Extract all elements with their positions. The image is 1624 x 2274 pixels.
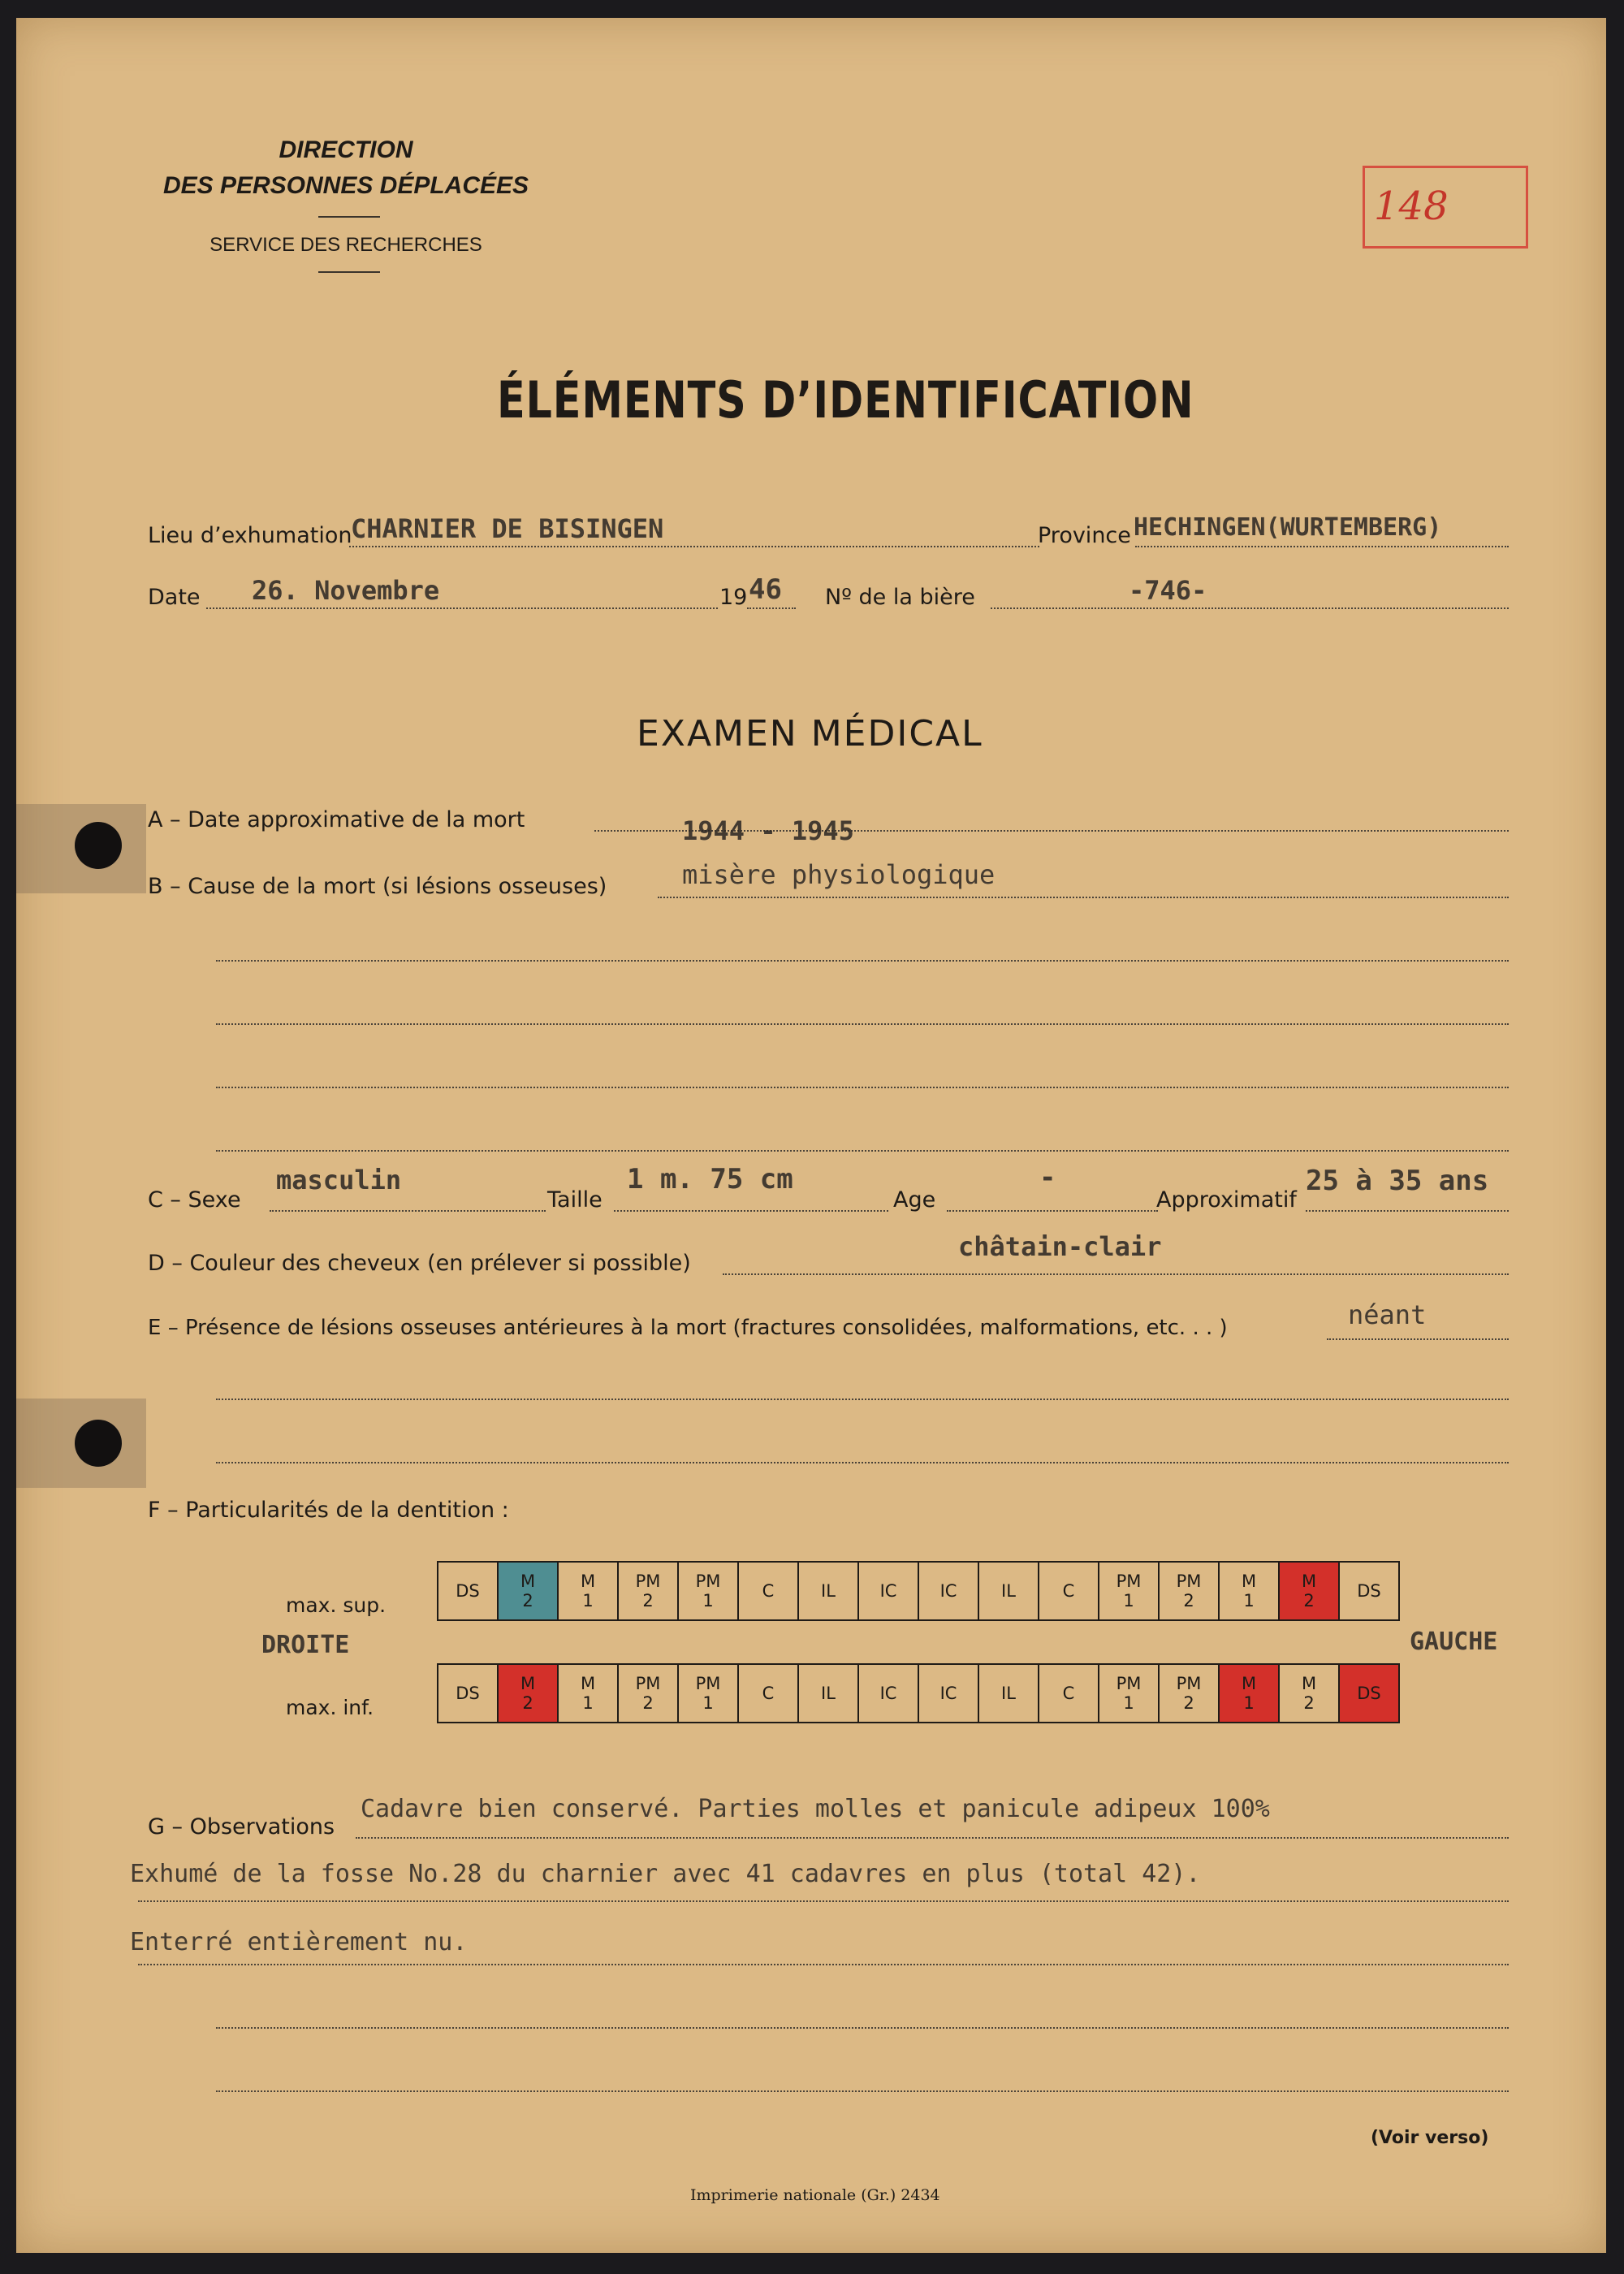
upper-tooth-8: IC xyxy=(858,1562,918,1620)
section-g-line2: Exhumé de la fosse No.28 du charnier avec 41 cadavres en plus (total 42). xyxy=(130,1860,1201,1888)
lower-tooth-11: C xyxy=(1039,1664,1099,1723)
printer-credit: Imprimerie nationale (Gr.) 2434 xyxy=(690,2186,940,2204)
punch-hole-bottom xyxy=(75,1420,122,1467)
section-e-dotline xyxy=(1327,1338,1509,1340)
section-g-line5 xyxy=(216,2090,1509,2092)
lower-tooth-3: M 1 xyxy=(558,1664,618,1723)
section-g-line1: Cadavre bien conservé. Parties molles et panicule adipeux 100% xyxy=(361,1795,1270,1823)
section-b-line3 xyxy=(216,1023,1509,1025)
droite-label: DROITE xyxy=(261,1631,350,1659)
age-dotline xyxy=(947,1210,1158,1212)
upper-tooth-14: M 1 xyxy=(1219,1562,1279,1620)
section-g-label: G – Observations xyxy=(148,1814,335,1840)
section-b-line4 xyxy=(216,1087,1509,1088)
lower-tooth-9: IC xyxy=(918,1664,978,1723)
exam-title: EXAMEN MÉDICAL xyxy=(637,713,983,754)
voir-verso: (Voir verso) xyxy=(1371,2128,1489,2148)
section-g-dotline3 xyxy=(138,1964,1509,1965)
section-f-label: F – Particularités de la dentition : xyxy=(148,1498,509,1523)
section-c-label: C – Sexe xyxy=(148,1187,241,1213)
upper-tooth-12: PM 1 xyxy=(1099,1562,1159,1620)
upper-tooth-6: C xyxy=(738,1562,798,1620)
lieu-dotline xyxy=(349,546,1039,547)
lower-tooth-15: M 2 xyxy=(1279,1664,1339,1723)
upper-tooth-2: M 2 xyxy=(498,1562,558,1620)
approx-dotline xyxy=(1306,1210,1509,1212)
lower-tooth-6: C xyxy=(738,1664,798,1723)
upper-tooth-3: M 1 xyxy=(558,1562,618,1620)
lieu-label: Lieu d’exhumation xyxy=(148,523,352,548)
punch-hole-top xyxy=(75,822,122,869)
province-value: HECHINGEN(WURTEMBERG) xyxy=(1134,513,1442,542)
upper-tooth-9: IC xyxy=(918,1562,978,1620)
header-rule-bottom xyxy=(318,271,380,273)
section-b-line2 xyxy=(216,960,1509,962)
section-b-dotline xyxy=(658,897,1509,898)
lower-tooth-1: DS xyxy=(438,1664,498,1723)
upper-tooth-5: PM 1 xyxy=(678,1562,738,1620)
section-e-label: E – Présence de lésions osseuses antérieures à la mort (fractures consolidées, malformations, etc. . . ) xyxy=(148,1316,1228,1340)
header-line1: DIRECTION xyxy=(279,136,413,163)
section-d-value: châtain-clair xyxy=(958,1231,1162,1262)
section-e-line2 xyxy=(216,1399,1509,1400)
age-value: - xyxy=(1039,1161,1056,1194)
year-dotline xyxy=(747,607,796,609)
section-b-line5 xyxy=(216,1150,1509,1152)
lieu-value: CHARNIER DE BISINGEN xyxy=(351,513,664,544)
taille-value: 1 m. 75 cm xyxy=(627,1163,793,1195)
taille-label: Taille xyxy=(547,1187,603,1213)
upper-tooth-4: PM 2 xyxy=(618,1562,678,1620)
lower-tooth-8: IC xyxy=(858,1664,918,1723)
dentition-lower-chart xyxy=(437,1663,1400,1723)
section-g-line3: Enterré entièrement nu. xyxy=(130,1928,468,1956)
date-label: Date xyxy=(148,585,201,610)
upper-tooth-15: M 2 xyxy=(1279,1562,1339,1620)
lower-tooth-12: PM 1 xyxy=(1099,1664,1159,1723)
year-value: 46 xyxy=(749,573,782,606)
section-b-label: B – Cause de la mort (si lésions osseuses) xyxy=(148,874,607,899)
section-e-line3 xyxy=(216,1462,1509,1463)
section-a-value: 1944 - 1945 xyxy=(682,815,854,846)
date-dotline xyxy=(206,607,718,609)
section-g-dotline1 xyxy=(356,1837,1509,1839)
biere-value: -746- xyxy=(1129,575,1207,606)
lower-tooth-7: IL xyxy=(798,1664,858,1723)
gauche-label: GAUCHE xyxy=(1410,1628,1498,1656)
biere-label: Nº de la bière xyxy=(825,585,975,610)
upper-tooth-11: C xyxy=(1039,1562,1099,1620)
taille-dotline xyxy=(614,1210,888,1212)
upper-tooth-1: DS xyxy=(438,1562,498,1620)
max-sup-label: max. sup. xyxy=(286,1593,387,1617)
sexe-value: masculin xyxy=(276,1165,402,1195)
document-sheet xyxy=(16,18,1606,2253)
lower-tooth-5: PM 1 xyxy=(678,1664,738,1723)
page-title: ÉLÉMENTS D’IDENTIFICATION xyxy=(497,370,1194,430)
section-e-value: néant xyxy=(1348,1299,1427,1330)
section-d-label: D – Couleur des cheveux (en prélever si possible) xyxy=(148,1251,691,1276)
date-value: 26. Novembre xyxy=(252,575,440,606)
section-b-value: misère physiologique xyxy=(682,859,996,890)
max-inf-label: max. inf. xyxy=(286,1696,374,1719)
lower-tooth-10: IL xyxy=(978,1664,1039,1723)
section-g-dotline2 xyxy=(138,1900,1509,1902)
upper-tooth-16: DS xyxy=(1339,1562,1399,1620)
header-line2: DES PERSONNES DÉPLACÉES xyxy=(162,172,529,199)
biere-dotline xyxy=(991,607,1509,609)
approx-value: 25 à 35 ans xyxy=(1306,1165,1489,1197)
province-label: Province xyxy=(1038,523,1131,548)
sexe-dotline xyxy=(270,1210,546,1212)
dentition-upper-chart xyxy=(437,1561,1400,1621)
year-prefix: 19 xyxy=(719,585,748,610)
lower-tooth-4: PM 2 xyxy=(618,1664,678,1723)
section-d-dotline xyxy=(723,1273,1509,1275)
age-label: Age xyxy=(893,1187,936,1213)
section-g-line4 xyxy=(216,2027,1509,2029)
lower-tooth-16: DS xyxy=(1339,1664,1399,1723)
header-line3: SERVICE DES RECHERCHES xyxy=(209,234,482,256)
lower-tooth-2: M 2 xyxy=(498,1664,558,1723)
province-dotline xyxy=(1135,546,1509,547)
lower-tooth-14: M 1 xyxy=(1219,1664,1279,1723)
section-a-label: A – Date approximative de la mort xyxy=(148,807,525,832)
approx-label: Approximatif xyxy=(1156,1187,1297,1213)
upper-tooth-7: IL xyxy=(798,1562,858,1620)
stamp-number: 148 xyxy=(1374,184,1449,229)
lower-tooth-13: PM 2 xyxy=(1159,1664,1219,1723)
upper-tooth-13: PM 2 xyxy=(1159,1562,1219,1620)
header-rule-top xyxy=(318,216,380,218)
upper-tooth-10: IL xyxy=(978,1562,1039,1620)
